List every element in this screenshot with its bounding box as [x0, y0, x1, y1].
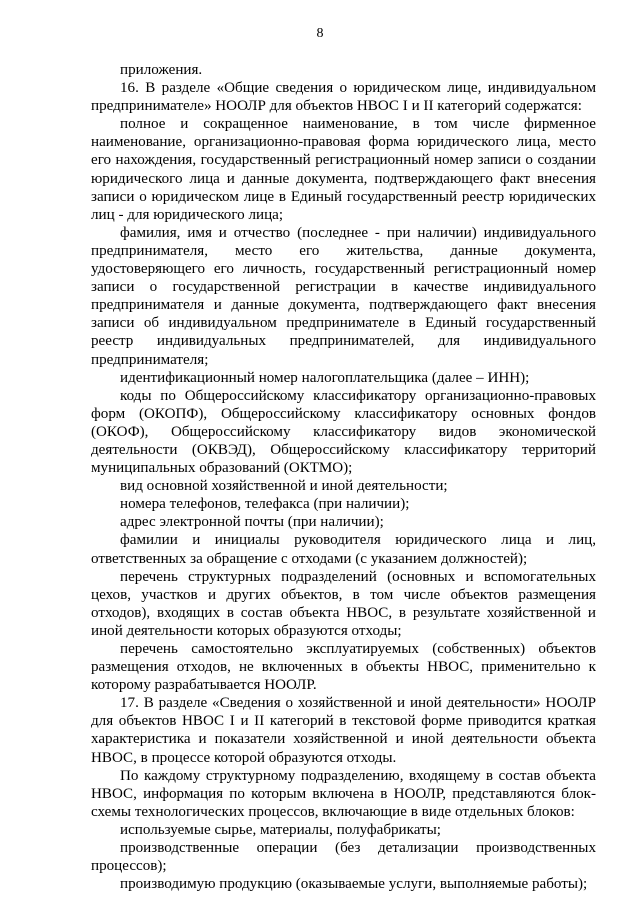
paragraph: адрес электронной почты (при наличии); — [120, 514, 384, 531]
paragraph: перечень структурных подразделений (основных и вспомогательных цехов, участков и других объектов, в том числе объектов размещения отходов), входящих в состав объекта НВОС, в результате хозяйственной и иной деятельности которых образуются отходы; — [91, 568, 596, 639]
paragraph: производственные операции (без детализации производственных процессов); — [91, 840, 596, 875]
paragraph: вид основной хозяйственной и иной деятельности; — [120, 478, 448, 495]
paragraph: По каждому структурному подразделению, входящему в состав объекта НВОС, информация по которым включена в НООЛР, представляются блок-схемы технологических процессов, включающие в виде отдельных блоков: — [91, 767, 596, 820]
paragraph: перечень самостоятельно эксплуатируемых (собственных) объектов размещения отходов, не включенных в объекты НВОС, применительно к которому разрабатывается НООЛР. — [91, 641, 596, 694]
paragraph: номера телефонов, телефакса (при наличии); — [120, 496, 410, 513]
body-text — [91, 61, 596, 893]
paragraph: производимую продукцию (оказываемые услуги, выполняемые работы); — [120, 876, 588, 893]
paragraph: фамилии и инициалы руководителя юридического лица и лиц, ответственных за обращение с отходами (с указанием должностей); — [91, 532, 596, 567]
paragraph: используемые сырье, материалы, полуфабрикаты; — [120, 821, 441, 838]
paragraph: 16. В разделе «Общие сведения о юридическом лице, индивидуальном предпринимателе» НООЛР для объектов НВОС I и II категорий содержатся: — [91, 80, 596, 115]
paragraph: коды по Общероссийскому классификатору организационно-правовых форм (ОКОПФ), Общероссийскому классификатору основных фондов (ОКОФ), Общероссийскому классификатору видов экономической деятельности (ОКВЭД), Общероссийскому классификатору территорий муниципальных образований (ОКТМО); — [91, 387, 596, 477]
paragraph: приложения. — [120, 62, 203, 78]
paragraph: полное и сокращенное наименование, в том числе фирменное наименование, организационно-правовая форма юридического лица, место его нахождения, государственный регистрационный номер записи о создании юридического лица и данные документа, подтверждающего факт внесения записи о юридическом лице в Единый государственный реестр юридических лиц - для юридического лица; — [91, 116, 596, 223]
paragraph: фамилия, имя и отчество (последнее - при наличии) индивидуального предпринимателя, место его жительства, данные документа, удостоверяющего его личность, государственный регистрационный номер записи о государственной регистрации в качестве индивидуального предпринимателя и данные документа, подтверждающего факт внесения записи об индивидуальном предпринимателе в Единый государственный реестр индивидуальных предпринимателей, для индивидуального предпринимателя; — [91, 224, 596, 368]
paragraph: идентификационный номер налогоплательщика (далее – ИНН); — [120, 369, 530, 386]
page-number: 8 — [316, 26, 324, 41]
paragraph: 17. В разделе «Сведения о хозяйственной и иной деятельности» НООЛР для объектов НВОС I и II категорий в текстовой форме приводится краткая характеристика и показатели хозяйственной и иной деятельности объекта НВОС, в процессе которой образуются отходы. — [91, 695, 596, 766]
